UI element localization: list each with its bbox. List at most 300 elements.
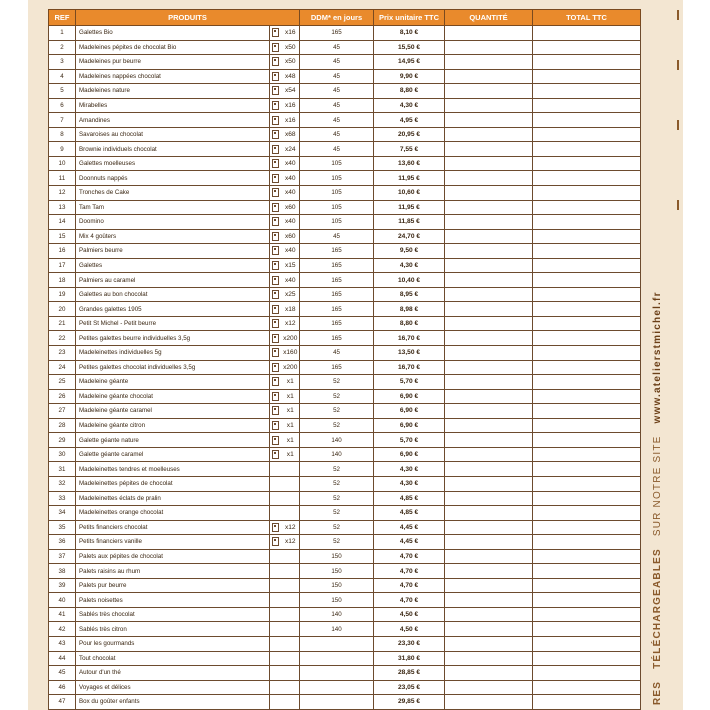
cell-price: 23,30 € <box>374 636 445 651</box>
pack-icon <box>272 348 279 357</box>
cell-ref: 34 <box>49 506 76 521</box>
total-cell <box>533 433 641 448</box>
pack-cell <box>270 607 282 622</box>
table-row <box>49 520 641 535</box>
cell-qty: x1 <box>282 389 300 404</box>
total-cell <box>533 302 641 317</box>
table-row <box>49 564 641 579</box>
total-cell <box>533 462 641 477</box>
cell-ref: 13 <box>49 200 76 215</box>
cell-ref: 4 <box>49 69 76 84</box>
quantity-input[interactable] <box>445 666 533 681</box>
pack-icon <box>272 57 279 66</box>
cell-price: 6,90 € <box>374 404 445 419</box>
quantity-input[interactable] <box>445 98 533 113</box>
quantity-input[interactable] <box>445 564 533 579</box>
quantity-input[interactable] <box>445 476 533 491</box>
table-row <box>49 127 641 142</box>
cell-qty <box>282 564 300 579</box>
cell-ref: 25 <box>49 375 76 390</box>
cell-ddm: 52 <box>300 462 374 477</box>
quantity-input[interactable] <box>445 404 533 419</box>
pack-icon <box>272 246 279 255</box>
cell-name: Palets raisins au rhum <box>76 564 270 579</box>
table-row <box>49 695 641 710</box>
cell-qty: x40 <box>282 156 300 171</box>
cell-qty <box>282 680 300 695</box>
table-row <box>49 622 641 637</box>
pack-cell <box>270 346 282 361</box>
cell-price: 10,60 € <box>374 186 445 201</box>
total-cell <box>533 636 641 651</box>
cell-ref: 18 <box>49 273 76 288</box>
total-cell <box>533 331 641 346</box>
total-cell <box>533 98 641 113</box>
cell-name: Petites galettes chocolat individuelles 3,5g <box>76 360 270 375</box>
pack-cell <box>270 200 282 215</box>
total-cell <box>533 142 641 157</box>
total-cell <box>533 680 641 695</box>
cell-price: 5,70 € <box>374 375 445 390</box>
quantity-input[interactable] <box>445 302 533 317</box>
pack-cell <box>270 215 282 230</box>
pack-cell <box>270 98 282 113</box>
cell-qty: x40 <box>282 215 300 230</box>
total-cell <box>533 549 641 564</box>
cell-ref: 8 <box>49 127 76 142</box>
cell-price: 9,50 € <box>374 244 445 259</box>
table-row <box>49 651 641 666</box>
quantity-input[interactable] <box>445 215 533 230</box>
quantity-input[interactable] <box>445 578 533 593</box>
cell-price: 4,70 € <box>374 593 445 608</box>
cell-qty <box>282 622 300 637</box>
quantity-input[interactable] <box>445 186 533 201</box>
cell-ddm: 52 <box>300 418 374 433</box>
quantity-input[interactable] <box>445 549 533 564</box>
cell-price: 16,70 € <box>374 331 445 346</box>
cell-ddm: 165 <box>300 360 374 375</box>
cell-price: 31,80 € <box>374 651 445 666</box>
pack-cell <box>270 389 282 404</box>
cell-ddm: 165 <box>300 302 374 317</box>
pack-icon <box>272 421 279 430</box>
quantity-input[interactable] <box>445 316 533 331</box>
quantity-input[interactable] <box>445 593 533 608</box>
pack-icon <box>272 363 279 372</box>
cell-price: 6,90 € <box>374 389 445 404</box>
cell-ddm: 45 <box>300 84 374 99</box>
quantity-input[interactable] <box>445 229 533 244</box>
pack-cell <box>270 171 282 186</box>
quantity-input[interactable] <box>445 680 533 695</box>
cell-ddm: 105 <box>300 215 374 230</box>
cell-ref: 24 <box>49 360 76 375</box>
cell-name: Madeleines nature <box>76 84 270 99</box>
cell-ref: 36 <box>49 535 76 550</box>
cell-price: 13,60 € <box>374 156 445 171</box>
table-row <box>49 186 641 201</box>
quantity-input[interactable] <box>445 447 533 462</box>
quantity-input[interactable] <box>445 375 533 390</box>
table-row <box>49 316 641 331</box>
cell-ddm: 105 <box>300 200 374 215</box>
table-row <box>49 142 641 157</box>
cell-name: Madeleinettes pépites de chocolat <box>76 476 270 491</box>
pack-cell <box>270 127 282 142</box>
cell-ddm: 45 <box>300 142 374 157</box>
cell-price: 15,50 € <box>374 40 445 55</box>
pack-cell <box>270 636 282 651</box>
total-cell <box>533 404 641 419</box>
pack-cell <box>270 462 282 477</box>
cell-ddm: 150 <box>300 578 374 593</box>
cell-ref: 22 <box>49 331 76 346</box>
cell-name: Box du goûter enfants <box>76 695 270 710</box>
pack-icon <box>272 232 279 241</box>
cell-qty <box>282 578 300 593</box>
cell-qty: x12 <box>282 535 300 550</box>
cell-qty: x16 <box>282 26 300 41</box>
table-row <box>49 680 641 695</box>
pack-cell <box>270 142 282 157</box>
quantity-input[interactable] <box>445 273 533 288</box>
cell-price: 8,10 € <box>374 26 445 41</box>
cell-ddm <box>300 651 374 666</box>
pack-icon <box>272 116 279 125</box>
quantity-input[interactable] <box>445 40 533 55</box>
cell-qty: x24 <box>282 142 300 157</box>
cell-name: Madeleinettes éclats de pralin <box>76 491 270 506</box>
cell-ref: 37 <box>49 549 76 564</box>
pack-icon <box>272 86 279 95</box>
pack-icon <box>272 319 279 328</box>
total-cell <box>533 200 641 215</box>
cell-name: Madeleine géante <box>76 375 270 390</box>
quantity-input[interactable] <box>445 607 533 622</box>
cell-name: Galettes moelleuses <box>76 156 270 171</box>
cell-ddm: 45 <box>300 69 374 84</box>
quantity-input[interactable] <box>445 331 533 346</box>
cell-price: 8,80 € <box>374 316 445 331</box>
quantity-input[interactable] <box>445 389 533 404</box>
cell-ref: 19 <box>49 287 76 302</box>
table-row <box>49 98 641 113</box>
cell-ref: 40 <box>49 593 76 608</box>
pack-cell <box>270 680 282 695</box>
quantity-input[interactable] <box>445 418 533 433</box>
side-text-part3: SUR NOTRE SITE <box>652 435 663 537</box>
quantity-input[interactable] <box>445 520 533 535</box>
cell-ddm: 52 <box>300 404 374 419</box>
pack-icon <box>272 174 279 183</box>
cell-name: Palets aux pépites de chocolat <box>76 549 270 564</box>
cell-ddm <box>300 695 374 710</box>
cell-ddm: 52 <box>300 389 374 404</box>
pack-icon <box>272 188 279 197</box>
pack-cell <box>270 258 282 273</box>
website-link[interactable]: www.atelierstmichel.fr <box>652 291 663 424</box>
pack-cell <box>270 360 282 375</box>
pack-cell <box>270 244 282 259</box>
quantity-input[interactable] <box>445 156 533 171</box>
table-row <box>49 40 641 55</box>
cell-ref: 47 <box>49 695 76 710</box>
cell-name: Sablés très chocolat <box>76 607 270 622</box>
table-row <box>49 84 641 99</box>
cell-qty: x1 <box>282 447 300 462</box>
cell-qty <box>282 695 300 710</box>
total-cell <box>533 26 641 41</box>
side-text-part1: RES <box>652 680 663 705</box>
cell-qty: x40 <box>282 171 300 186</box>
cell-name: Voyages et délices <box>76 680 270 695</box>
cell-ref: 32 <box>49 476 76 491</box>
pack-cell <box>270 302 282 317</box>
pack-icon <box>272 406 279 415</box>
cell-ref: 5 <box>49 84 76 99</box>
header-produits: PRODUITS <box>76 10 300 26</box>
pack-cell <box>270 316 282 331</box>
table-row <box>49 491 641 506</box>
cell-price: 16,70 € <box>374 360 445 375</box>
pack-cell <box>270 84 282 99</box>
cell-price: 14,95 € <box>374 55 445 70</box>
cell-ref: 39 <box>49 578 76 593</box>
cell-name: Mix 4 goûters <box>76 229 270 244</box>
pack-cell <box>270 26 282 41</box>
cell-price: 28,85 € <box>374 666 445 681</box>
cell-ref: 7 <box>49 113 76 128</box>
cell-name: Madeleinettes tendres et moelleuses <box>76 462 270 477</box>
quantity-input[interactable] <box>445 142 533 157</box>
cell-qty <box>282 666 300 681</box>
cell-ddm: 150 <box>300 549 374 564</box>
table-row <box>49 302 641 317</box>
cell-price: 4,30 € <box>374 98 445 113</box>
table-row <box>49 229 641 244</box>
cell-name: Galettes Bio <box>76 26 270 41</box>
quantity-input[interactable] <box>445 69 533 84</box>
pack-cell <box>270 156 282 171</box>
cell-qty: x16 <box>282 98 300 113</box>
quantity-input[interactable] <box>445 200 533 215</box>
cell-ref: 46 <box>49 680 76 695</box>
total-cell <box>533 316 641 331</box>
quantity-input[interactable] <box>445 84 533 99</box>
table-row <box>49 389 641 404</box>
cell-name: Petits financiers chocolat <box>76 520 270 535</box>
quantity-input[interactable] <box>445 55 533 70</box>
cell-qty: x48 <box>282 69 300 84</box>
cell-price: 8,95 € <box>374 287 445 302</box>
quantity-input[interactable] <box>445 127 533 142</box>
cell-ddm: 45 <box>300 55 374 70</box>
pack-cell <box>270 695 282 710</box>
table-row <box>49 549 641 564</box>
cell-qty <box>282 593 300 608</box>
pack-icon <box>272 523 279 532</box>
cell-name: Madeleinettes individuelles 5g <box>76 346 270 361</box>
side-banner <box>652 291 663 705</box>
cell-ddm: 165 <box>300 258 374 273</box>
cell-name: Madeleinettes orange chocolat <box>76 506 270 521</box>
table-row <box>49 506 641 521</box>
cell-qty: x40 <box>282 244 300 259</box>
total-cell <box>533 476 641 491</box>
table-row <box>49 462 641 477</box>
quantity-input[interactable] <box>445 346 533 361</box>
quantity-input[interactable] <box>445 695 533 710</box>
quantity-input[interactable] <box>445 636 533 651</box>
cell-name: Pour les gourmands <box>76 636 270 651</box>
table-row <box>49 331 641 346</box>
table-row <box>49 607 641 622</box>
margin-tick <box>677 120 679 130</box>
quantity-input[interactable] <box>445 535 533 550</box>
cell-name: Petit St Michel - Petit beurre <box>76 316 270 331</box>
cell-name: Madeleines pépites de chocolat Bio <box>76 40 270 55</box>
pack-icon <box>272 305 279 314</box>
cell-qty <box>282 607 300 622</box>
cell-price: 4,30 € <box>374 462 445 477</box>
total-cell <box>533 127 641 142</box>
quantity-input[interactable] <box>445 433 533 448</box>
cell-name: Grandes galettes 1905 <box>76 302 270 317</box>
side-text-part2: TÉLÉCHARGEABLES <box>652 548 663 669</box>
cell-ref: 33 <box>49 491 76 506</box>
pack-cell <box>270 666 282 681</box>
pack-icon <box>272 28 279 37</box>
cell-ref: 42 <box>49 622 76 637</box>
quantity-input[interactable] <box>445 287 533 302</box>
total-cell <box>533 229 641 244</box>
table-row <box>49 360 641 375</box>
quantity-input[interactable] <box>445 622 533 637</box>
pack-cell <box>270 433 282 448</box>
quantity-input[interactable] <box>445 26 533 41</box>
cell-qty: x1 <box>282 433 300 448</box>
cell-name: Galettes au bon chocolat <box>76 287 270 302</box>
cell-qty: x15 <box>282 258 300 273</box>
cell-name: Tam Tam <box>76 200 270 215</box>
pack-icon <box>272 159 279 168</box>
header-prix: Prix unitaire TTC <box>374 10 445 26</box>
total-cell <box>533 156 641 171</box>
pack-icon <box>272 203 279 212</box>
header-ddm: DDM* en jours <box>300 10 374 26</box>
quantity-input[interactable] <box>445 651 533 666</box>
quantity-input[interactable] <box>445 506 533 521</box>
cell-qty: x60 <box>282 229 300 244</box>
table-row <box>49 55 641 70</box>
total-cell <box>533 622 641 637</box>
pack-icon <box>272 217 279 226</box>
cell-ddm: 140 <box>300 622 374 637</box>
table-row <box>49 113 641 128</box>
pack-cell <box>270 418 282 433</box>
quantity-input[interactable] <box>445 113 533 128</box>
cell-ddm: 52 <box>300 491 374 506</box>
cell-ddm: 165 <box>300 273 374 288</box>
cell-ref: 9 <box>49 142 76 157</box>
pack-cell <box>270 593 282 608</box>
quantity-input[interactable] <box>445 360 533 375</box>
pack-icon <box>272 130 279 139</box>
pack-cell <box>270 113 282 128</box>
pack-cell <box>270 578 282 593</box>
cell-qty: x25 <box>282 287 300 302</box>
quantity-input[interactable] <box>445 171 533 186</box>
table-row <box>49 273 641 288</box>
cell-qty: x12 <box>282 316 300 331</box>
cell-qty: x68 <box>282 127 300 142</box>
margin-tick <box>677 200 679 210</box>
cell-ref: 31 <box>49 462 76 477</box>
cell-qty: x12 <box>282 520 300 535</box>
cell-ddm: 165 <box>300 244 374 259</box>
total-cell <box>533 346 641 361</box>
cell-name: Palets pur beurre <box>76 578 270 593</box>
cell-name: Palets noisettes <box>76 593 270 608</box>
cell-price: 7,55 € <box>374 142 445 157</box>
cell-ref: 23 <box>49 346 76 361</box>
cell-ddm: 45 <box>300 113 374 128</box>
pack-icon <box>272 290 279 299</box>
cell-qty: x54 <box>282 84 300 99</box>
quantity-input[interactable] <box>445 244 533 259</box>
header-ref: REF <box>49 10 76 26</box>
quantity-input[interactable] <box>445 491 533 506</box>
pack-cell <box>270 55 282 70</box>
table-row <box>49 476 641 491</box>
cell-ref: 15 <box>49 229 76 244</box>
total-cell <box>533 360 641 375</box>
cell-ref: 3 <box>49 55 76 70</box>
cell-ref: 10 <box>49 156 76 171</box>
cell-name: Mirabelles <box>76 98 270 113</box>
total-cell <box>533 171 641 186</box>
pack-cell <box>270 564 282 579</box>
cell-price: 11,95 € <box>374 171 445 186</box>
total-cell <box>533 607 641 622</box>
cell-name: Doomino <box>76 215 270 230</box>
total-cell <box>533 113 641 128</box>
quantity-input[interactable] <box>445 462 533 477</box>
cell-name: Madeleine géante citron <box>76 418 270 433</box>
cell-ddm: 140 <box>300 607 374 622</box>
pack-icon <box>272 537 279 546</box>
cell-ddm: 45 <box>300 127 374 142</box>
cell-ddm: 150 <box>300 564 374 579</box>
cell-qty <box>282 549 300 564</box>
cell-name: Galettes <box>76 258 270 273</box>
quantity-input[interactable] <box>445 258 533 273</box>
cell-price: 4,30 € <box>374 476 445 491</box>
cell-ref: 11 <box>49 171 76 186</box>
cell-price: 9,90 € <box>374 69 445 84</box>
cell-ddm: 52 <box>300 520 374 535</box>
pack-cell <box>270 69 282 84</box>
cell-name: Madeleines nappées chocolat <box>76 69 270 84</box>
cell-ddm <box>300 680 374 695</box>
pack-cell <box>270 331 282 346</box>
cell-name: Palmiers beurre <box>76 244 270 259</box>
pack-cell <box>270 491 282 506</box>
cell-ddm: 105 <box>300 156 374 171</box>
total-cell <box>533 186 641 201</box>
table-row <box>49 26 641 41</box>
